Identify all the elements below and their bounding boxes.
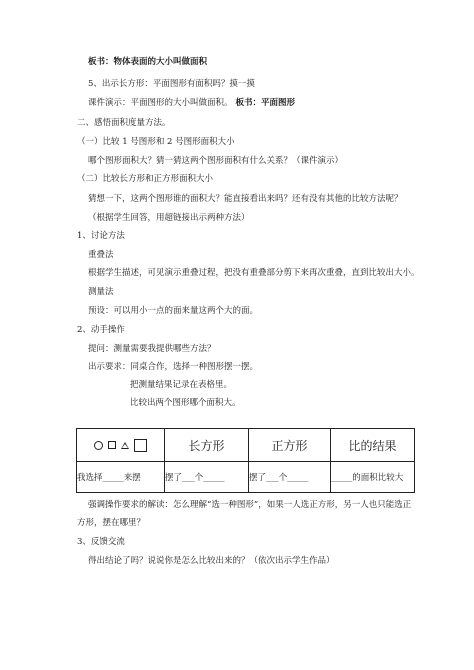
measure-preset: 预设：可以用小一点的面来量这两个大的面。: [88, 306, 259, 316]
subsection-1-heading: （一）比较 1 号图形和 2 号图形面积大小: [77, 137, 235, 147]
ask-line: 提问：测量需要我提供哪些方法？: [88, 344, 216, 354]
overlap-desc: 根据学生描述，可见演示重叠过程，把没有重叠部分剪下来再次重叠，直到比较出大小。: [88, 268, 420, 278]
blackboard-inline: 板书：平面图形: [235, 98, 296, 108]
table-header-row: [77, 429, 415, 462]
measure-method: 测量法: [88, 287, 114, 297]
square-count-cell: 摆了___个_____: [249, 462, 331, 493]
choose-cell: 我选择_____来摆: [77, 462, 165, 493]
rect-count-cell: 摆了___个_____: [165, 462, 249, 493]
emphasis-line-1: 强调操作要求的解读：怎么理解“选一种图形”，如果一人选正方形，另一人也只能选正: [88, 500, 412, 510]
courseware-text: 课件演示：平面图形的大小叫做面积。: [88, 98, 233, 108]
record-line: 把测量结果记录在表格里。: [130, 380, 233, 390]
requirement-line: 出示要求：同桌合作，选择一种图形摆一摆。: [88, 362, 259, 372]
small-square-icon: [108, 441, 116, 449]
courseware-line: [88, 98, 295, 109]
triangle-icon: [121, 442, 129, 449]
table-row: [77, 462, 415, 493]
blackboard-line-1: 板书：物体表面的大小叫做面积: [88, 57, 208, 67]
emphasis-line-2: 方形，摆在哪里？: [77, 518, 146, 528]
header-rectangle: 长方形: [165, 429, 249, 462]
circle-icon: [94, 441, 103, 450]
subsection-2-heading: （二）比较长方形和正方形面积大小: [77, 174, 214, 184]
header-square: 正方形: [249, 429, 331, 462]
step-5-line: 5、出示长方形：平面图形有面积吗？摸一摸: [88, 79, 255, 89]
header-result: 比的结果: [331, 429, 415, 462]
section-2-heading: 二、感悟面积度量方法。: [77, 118, 171, 128]
compare-line: 比较出两个图形哪个面积大。: [130, 398, 241, 408]
conclusion-line: 得出结论了吗？说说你是怎么比较出来的？（依次出示学生作品）: [88, 556, 335, 566]
guess-line: 猜想一下，这两个图形谁的面积大？能直接看出来吗？还有没有其他的比较方法呢？: [88, 194, 403, 204]
overlap-method: 重叠法: [88, 250, 114, 260]
hyperlink-line: （根据学生回答，用超链接出示两种方法）: [88, 213, 250, 223]
record-table: [76, 428, 415, 493]
big-square-icon: [134, 439, 147, 452]
subsection-1-question: 哪个图形面积大？猜一猜这两个图形面积有什么关系？（课件演示）: [88, 156, 344, 166]
result-cell: _____的面积比较大: [331, 462, 415, 493]
hands-on-heading: 2、动手操作: [77, 325, 125, 335]
feedback-heading: 3、反馈交流: [77, 537, 125, 547]
discuss-heading: 1、讨论方法: [77, 231, 125, 241]
shapes-header-cell: [77, 429, 165, 462]
